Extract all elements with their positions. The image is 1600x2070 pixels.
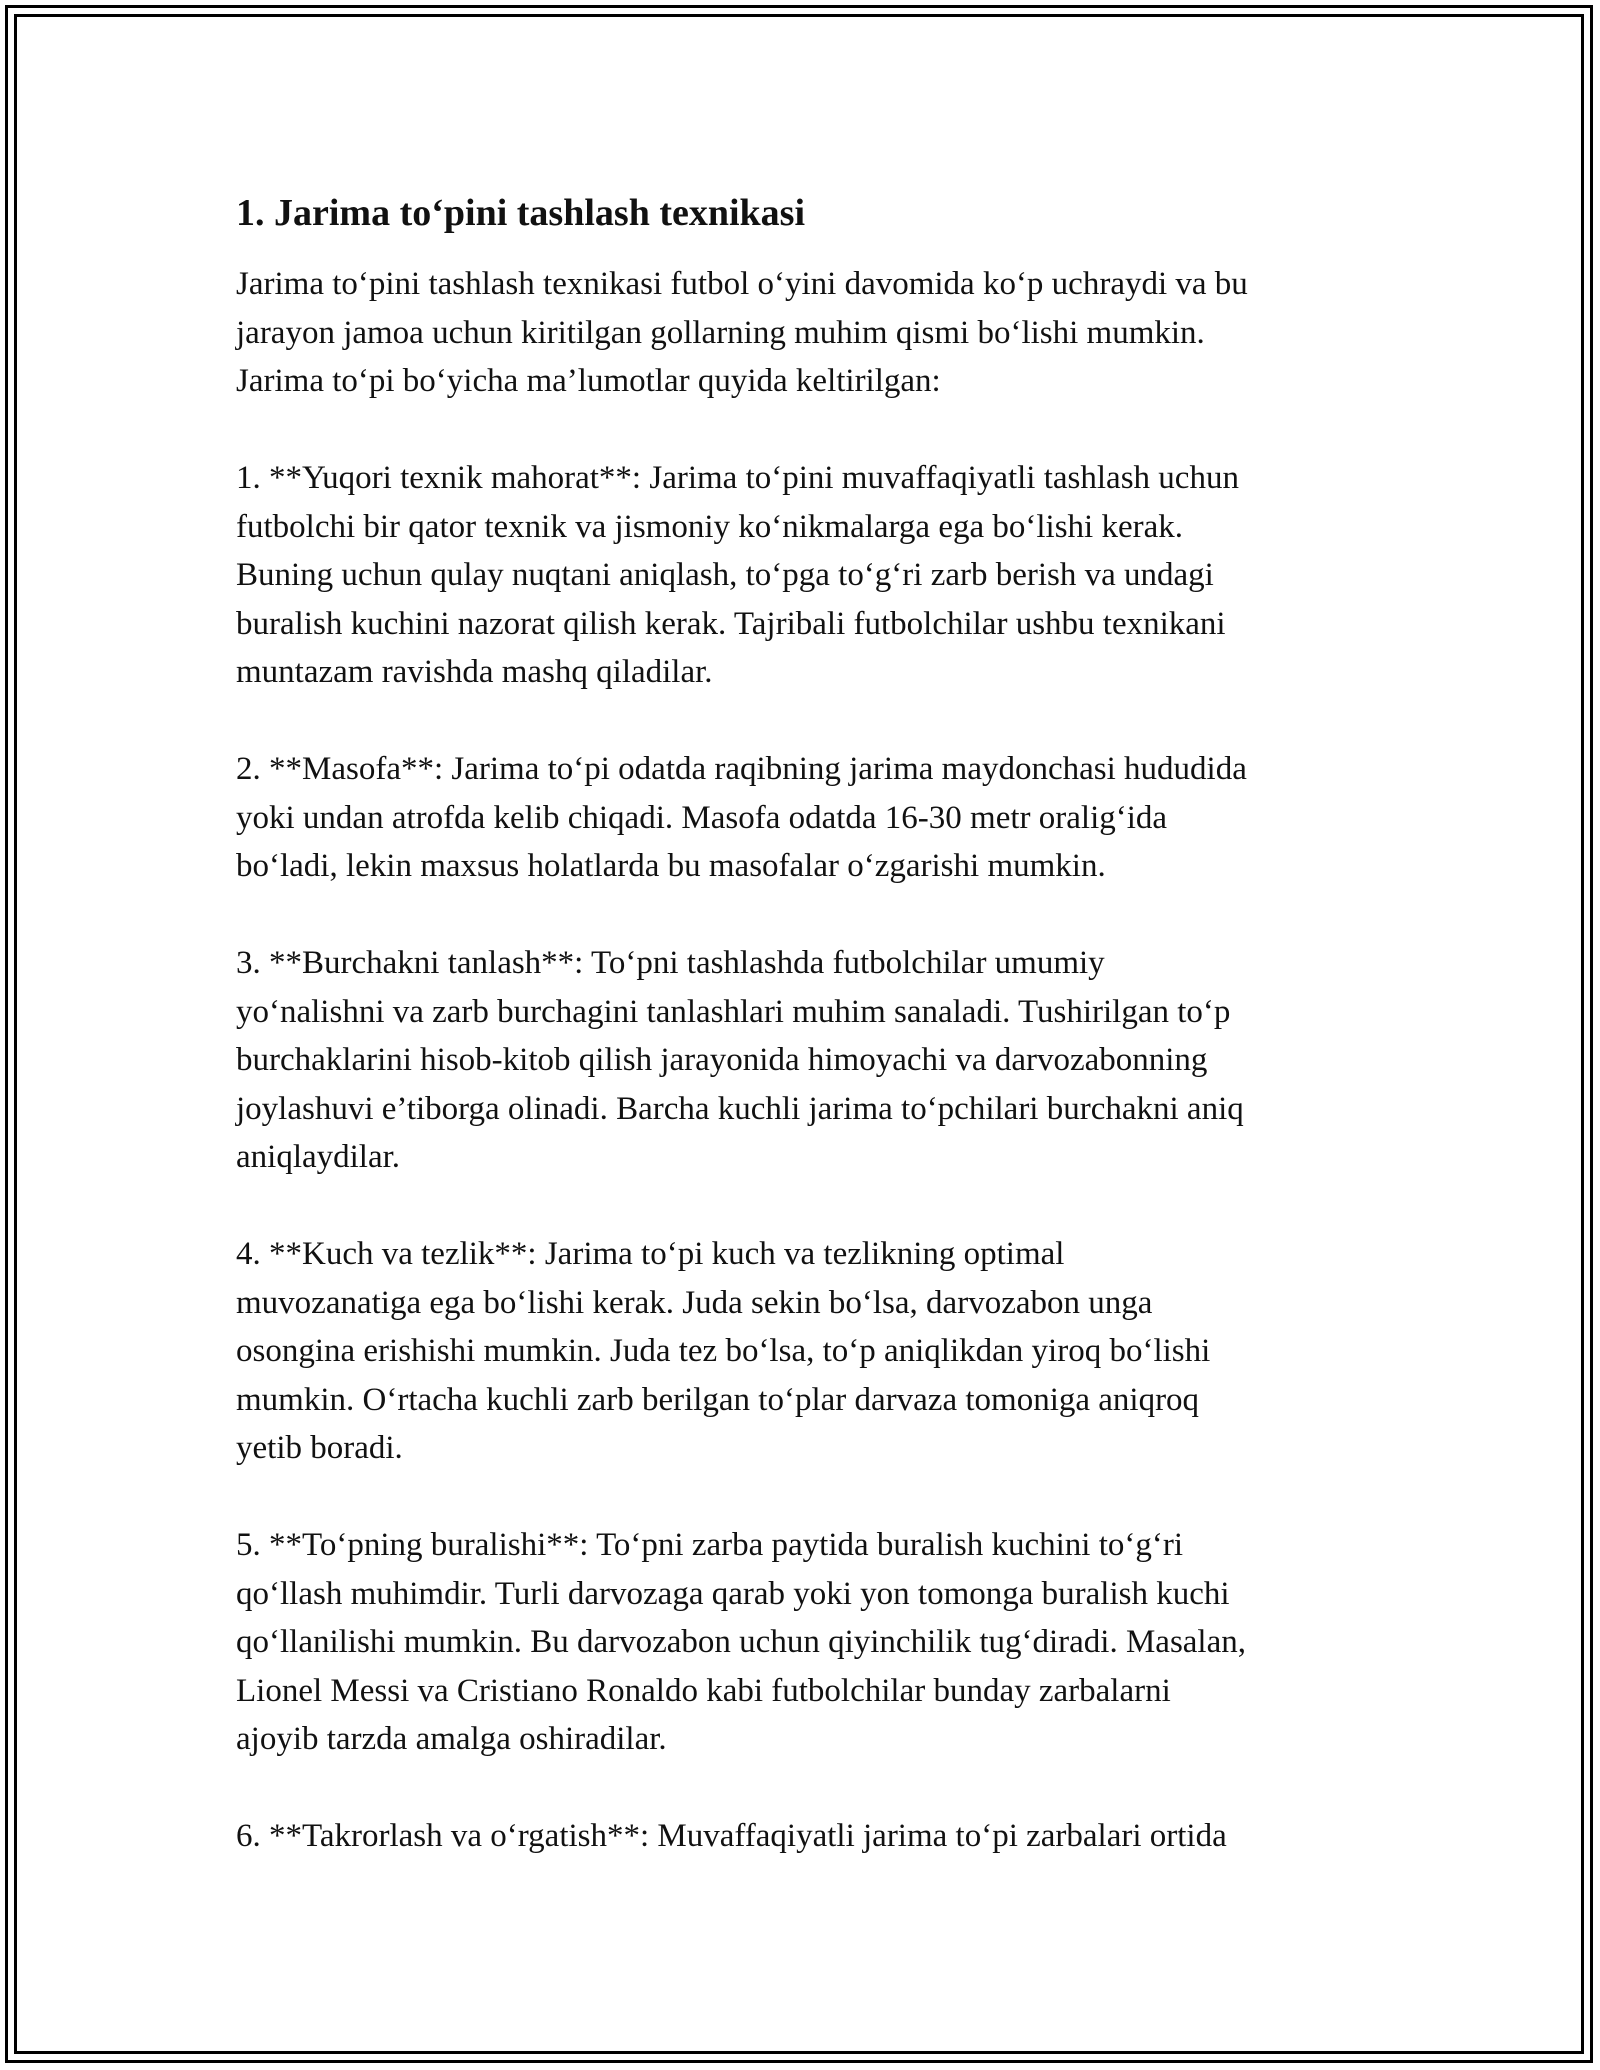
text-line: qo‘llanilishi mumkin. Bu darvozabon uchun qiyinchilik tug‘diradi. Masalan, xyxy=(236,1624,1246,1660)
text-line: yetib boradi. xyxy=(236,1430,403,1466)
list-item-distance xyxy=(236,745,1386,891)
text-line: 2. **Masofa**: Jarima to‘pi odatda raqibning jarima maydonchasi hududida xyxy=(236,751,1247,787)
text-line: Lionel Messi va Cristiano Ronaldo kabi futbolchilar bunday zarbalarni xyxy=(236,1672,1171,1709)
text-line: buralish kuchini nazorat qilish kerak. Tajribali futbolchilar ushbu texnikani xyxy=(236,605,1226,642)
paragraph-gap xyxy=(236,1764,1386,1813)
list-item-technical-skill xyxy=(236,454,1386,697)
text-line: 1. **Yuqori texnik mahorat**: Jarima to‘pini muvaffaqiyatli tashlash uchun xyxy=(236,460,1239,496)
text-line: futbolchi bir qator texnik va jismoniy ko‘nikmalarga ega bo‘lishi kerak. xyxy=(236,508,1183,545)
paragraph-gap xyxy=(236,891,1386,940)
section-heading: 1. Jarima to‘pini tashlash texnikasi xyxy=(236,192,806,234)
paragraph-gap xyxy=(236,1182,1386,1231)
text-line: aniqlaydilar. xyxy=(236,1139,401,1175)
text-line: jarayon jamoa uchun kiritilgan gollarning muhim qismi bo‘lishi mumkin. xyxy=(236,314,1205,351)
document-body xyxy=(236,186,1386,1861)
text-line: ajoyib tarzda amalga oshiradilar. xyxy=(236,1721,667,1757)
text-line: bo‘ladi, lekin maxsus holatlarda bu masofalar o‘zgarishi mumkin. xyxy=(236,848,1106,884)
text-line: muntazam ravishda mashq qiladilar. xyxy=(236,654,713,690)
paragraph-gap xyxy=(236,697,1386,746)
text-line: 3. **Burchakni tanlash**: To‘pni tashlashda futbolchilar umumiy xyxy=(236,945,1105,981)
text-line: Jarima to‘pini tashlash texnikasi futbol o‘yini davomida ko‘p uchraydi va bu xyxy=(236,266,1248,302)
text-line: yo‘nalishni va zarb burchagini tanlashlari muhim sanaladi. Tushirilgan to‘p xyxy=(236,993,1231,1030)
text-line: Buning uchun qulay nuqtani aniqlash, to‘pga to‘g‘ri zarb berish va undagi xyxy=(236,557,1214,593)
text-line: 5. **To‘pning buralishi**: To‘pni zarba paytida buralish kuchini to‘g‘ri xyxy=(236,1527,1183,1563)
text-line: yoki undan atrofda kelib chiqadi. Masofa odatda 16-30 metr oralig‘ida xyxy=(236,799,1168,836)
text-line: osongina erishishi mumkin. Juda tez bo‘lsa, to‘p aniqlikdan yiroq bo‘lishi xyxy=(236,1333,1211,1369)
text-line: muvozanatiga ega bo‘lishi kerak. Juda sekin bo‘lsa, darvozabon unga xyxy=(236,1284,1153,1321)
intro-paragraph xyxy=(236,260,1386,406)
text-line: joylashuvi e’tiborga olinadi. Barcha kuchli jarima to‘pchilari burchakni aniq xyxy=(236,1090,1244,1127)
text-line: mumkin. O‘rtacha kuchli zarb berilgan to‘plar darvaza tomoniga aniqroq xyxy=(236,1381,1200,1418)
paragraph-gap xyxy=(236,1473,1386,1522)
list-item-angle xyxy=(236,939,1386,1182)
text-line: 6. **Takrorlash va o‘rgatish**: Muvaffaqiyatli jarima to‘pi zarbalari ortida xyxy=(236,1818,1227,1854)
text-line: burchaklarini hisob-kitob qilish jarayonida himoyachi va darvozabonning xyxy=(236,1042,1208,1078)
list-item-power-speed xyxy=(236,1230,1386,1473)
text-line: Jarima to‘pi bo‘yicha ma’lumotlar quyida keltirilgan: xyxy=(236,363,941,399)
paragraph-gap xyxy=(236,406,1386,455)
text-line: qo‘llash muhimdir. Turli darvozaga qarab yoki yon tomonga buralish kuchi xyxy=(236,1575,1230,1612)
text-line: 4. **Kuch va tezlik**: Jarima to‘pi kuch va tezlikning optimal xyxy=(236,1236,1065,1272)
list-item-spin xyxy=(236,1521,1386,1764)
list-item-repetition xyxy=(236,1812,1386,1861)
